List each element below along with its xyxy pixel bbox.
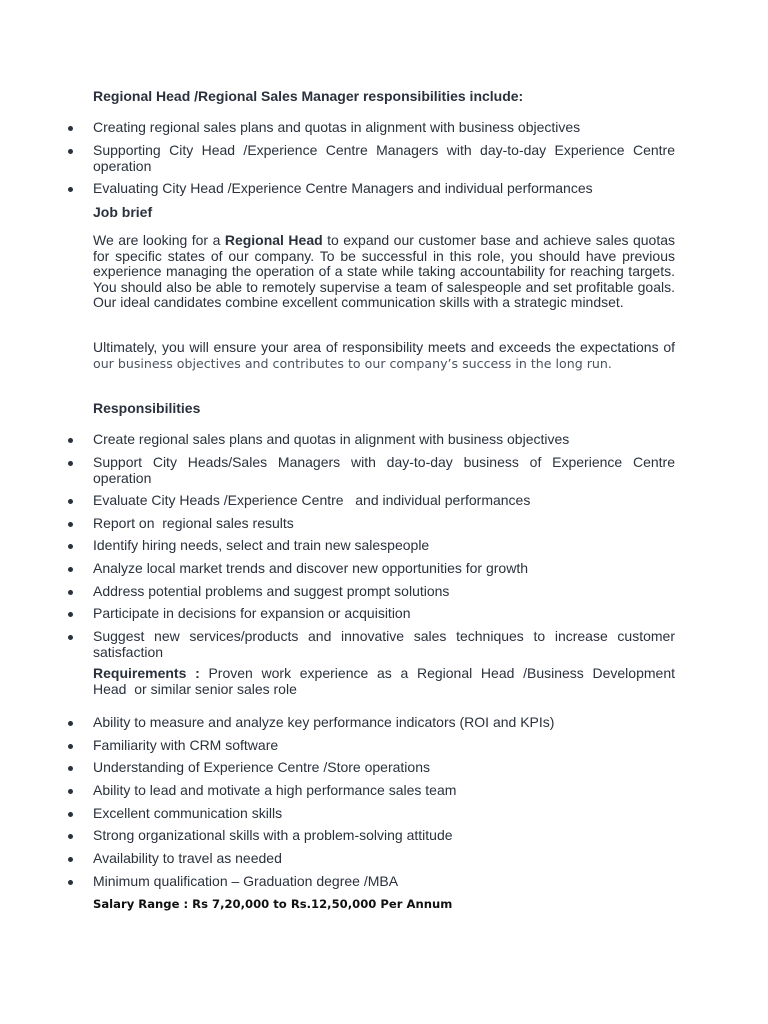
- bullet-icon: [68, 834, 73, 839]
- bullet-icon: [68, 789, 73, 794]
- bullet-icon: [68, 812, 73, 817]
- bullet-icon: [68, 635, 73, 640]
- bullet-icon: [68, 721, 73, 726]
- bullet-icon: [68, 744, 73, 749]
- bullet-icon: [68, 880, 73, 885]
- bullet-icon: [68, 522, 73, 527]
- job-brief-summary: Ultimately, you will ensure your area of responsibility meets and exceeds the expectations of our business objectives and contributes to our company’s success in the long run.: [93, 339, 675, 371]
- bullet-icon: [68, 126, 73, 131]
- requirements-intro: Requirements : Proven work experience as a Regional Head /Business Development Head or similar senior sales role: [93, 665, 675, 697]
- bullet-icon: [68, 149, 73, 154]
- responsibilities-heading: Responsibilities: [93, 400, 201, 416]
- bullet-icon: [68, 567, 73, 572]
- bullet-icon: [68, 499, 73, 504]
- bullet-icon: [68, 438, 73, 443]
- section1-heading: Regional Head /Regional Sales Manager responsibilities include:: [93, 88, 524, 104]
- salary-range: Salary Range : Rs 7,20,000 to Rs.12,50,000 Per Annum: [93, 897, 453, 911]
- bullet-icon: [68, 612, 73, 617]
- document-page: Regional Head /Regional Sales Manager responsibilities include: Creating regional sales plans and quotas in alignment with business objectives Supporting City Head /Experience Centre Managers with day-to-day Experience Centre operation Evaluating City Head /Experience Centre Managers and individual performances Job brief We are looking for a Regional Head to expand our customer base and achieve sales quotas for specific states of our company. To be successful in this role, you should have previous experience managing the operation of a state while taking accountability for reaching targets. You should also be able to remotely supervise a team of salespeople and set profitable goals. Our ideal candidates combine excellent communication skills with a strategic mindset. Ultimately, you will ensure your area of responsibility meets and exceeds the expectations of our business objectives and contributes to our company’s success in the long run. Responsibilities Create regional sales plans and quotas in alignment with business objectives Support City Heads/Sales Managers with day-to-day business of Experience Centre operation Evaluate City Heads /Experience Centre and individual performances Report on regional sales results Identify hiring needs, select and train new salespeople Analyze local market trends and discover new opportunities for growth Address potential problems and suggest prompt solutions Participate in decisions for expansion or acquisition Suggest new services/products and innovative sales techniques to increase customer satisfaction Requirements : Proven work experience as a Regional Head /Business Development Head or similar senior sales role Ability to measure and analyze key performance indicators (ROI and KPIs) Familiarity with CRM software Understanding of Experience Centre /Store operations Ability to lead and motivate a high performance sales team Excellent communication skills Strong organizational skills with a problem-solving attitude Availability to travel as needed Minimum qualification – Graduation degree /MBA Salary Range : Rs 7,20,000 to Rs.12,50,000 Per Annum: [0, 0, 768, 1024]
- bullet-icon: [68, 590, 73, 595]
- job-brief-paragraph: We are looking for a Regional Head to expand our customer base and achieve sales quotas for specific states of our company. To be successful in this role, you should have previous experience managing the operation of a state while taking accountability for reaching targets. You should also be able to remotely supervise a team of salespeople and set profitable goals. Our ideal candidates combine excellent communication skills with a strategic mindset.: [93, 232, 675, 310]
- bullet-icon: [68, 766, 73, 771]
- bullet-icon: [68, 544, 73, 549]
- job-brief-heading: Job brief: [93, 204, 153, 220]
- bullet-icon: [68, 857, 73, 862]
- bullet-icon: [68, 187, 73, 192]
- bullet-icon: [68, 461, 73, 466]
